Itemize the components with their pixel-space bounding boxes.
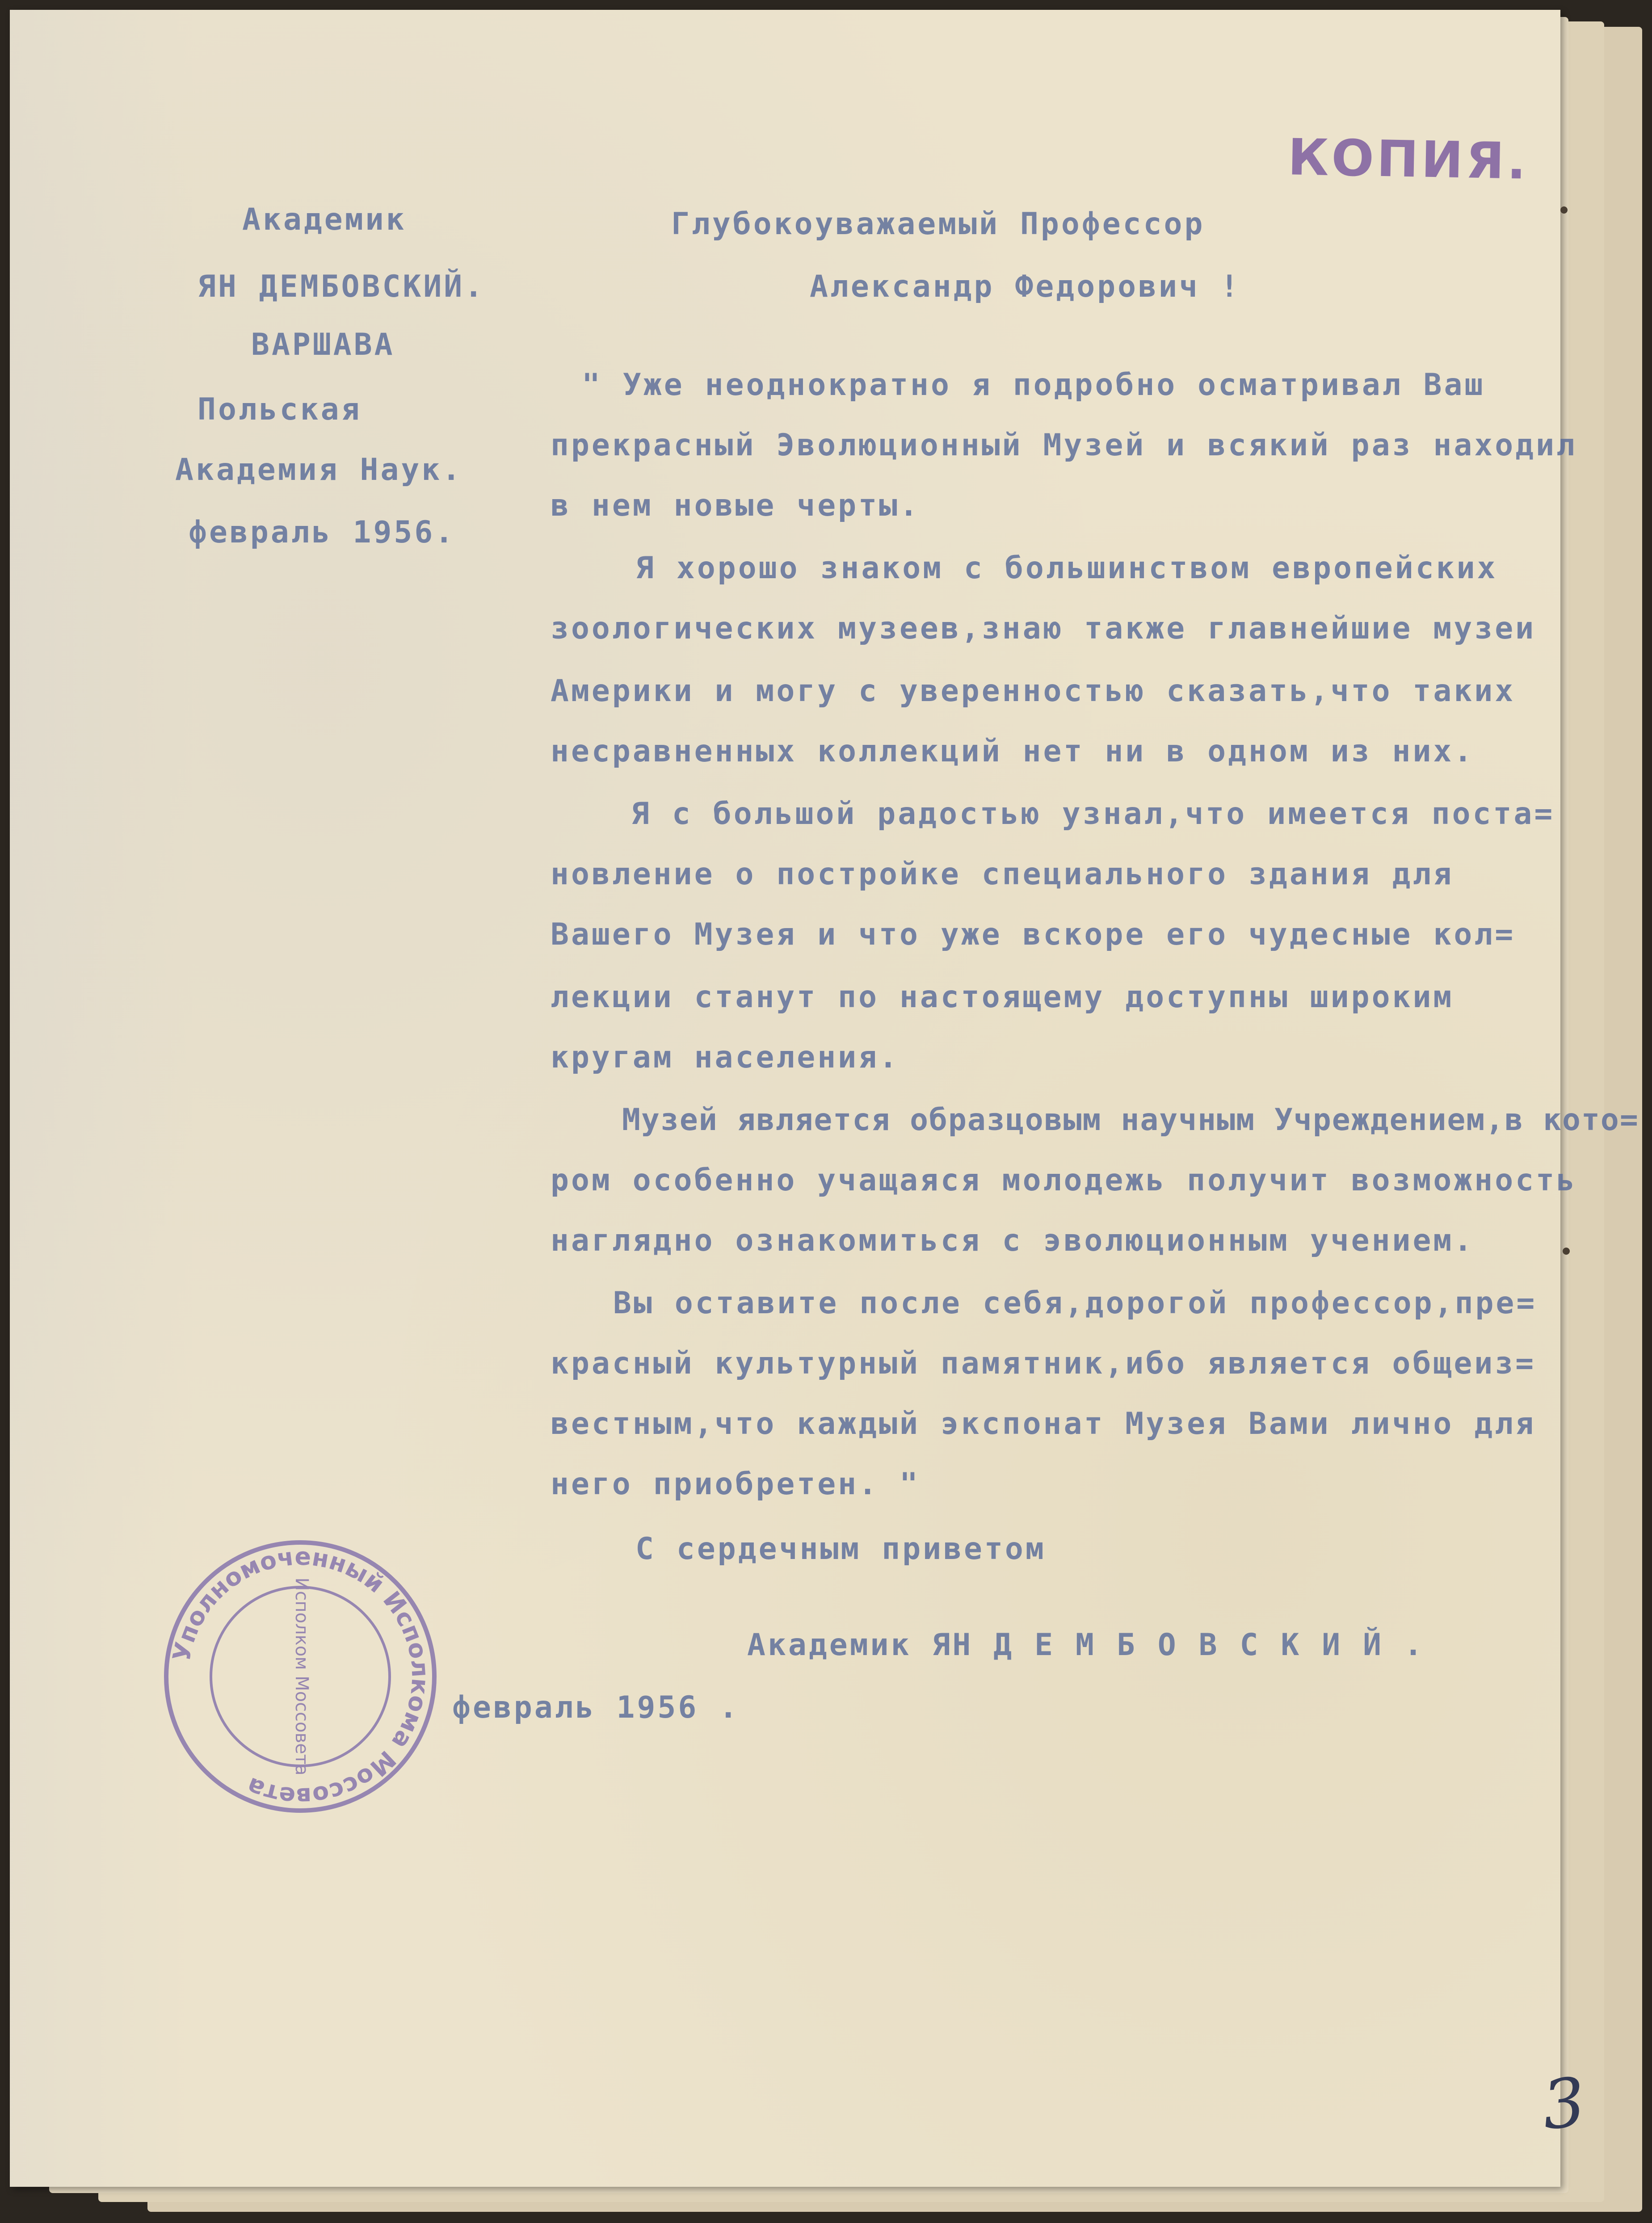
signature-line: Академик ЯН Д Е М Б О В С К И Й . [747, 1627, 1425, 1663]
sender-line: февраль 1956. [189, 515, 456, 550]
body-line: наглядно ознакомиться с эволюционным учением. [551, 1223, 1475, 1258]
body-line: новление о постройке специального здания для [551, 857, 1454, 892]
sender-line: ВАРШАВА [251, 327, 395, 362]
body-line: в нем новые черты. [551, 488, 920, 523]
body-line: кругам населения. [551, 1040, 900, 1075]
body-line: несравненных коллекций нет ни в одном из них. [551, 734, 1475, 769]
sender-line: ЯН ДЕМБОВСКИЙ. [198, 269, 485, 304]
body-line: Вашего Музея и что уже вскоре его чудесные кол= [551, 917, 1516, 952]
body-line: красный культурный памятник,ибо является общеиз= [551, 1346, 1536, 1381]
seal-outer-text: Уполномоченный Исполкома Моссовета [167, 1542, 435, 1811]
body-line: лекции станут по настоящему доступны широким [551, 979, 1454, 1015]
round-seal-stamp [157, 1534, 443, 1820]
body-line: прекрасный Эволюционный Музей и всякий раз находил [551, 428, 1577, 463]
body-line: Я с большой радостью узнал,что имеется поста= [631, 796, 1555, 832]
punch-hole [1563, 1248, 1570, 1255]
body-line: него приобретен. " [551, 1467, 920, 1502]
body-line: Музей является образцовым научным Учреждением,в кото= [622, 1102, 1639, 1138]
document-page [10, 10, 1639, 2187]
body-line: " Уже неоднократно я подробно осматривал Ваш [582, 367, 1485, 403]
folio-number: 3 [1539, 2063, 1589, 2145]
copy-stamp: КОПИЯ. [1287, 128, 1530, 191]
body-line: зоологических музеев,знаю также главнейшие музеи [551, 611, 1536, 646]
sender-line: Академик [242, 202, 407, 237]
seal-inner-text: Исполком Моссовета [291, 1577, 312, 1776]
sender-line: Академия Наук. [175, 452, 463, 487]
date-line: февраль 1956 . [452, 1690, 740, 1725]
body-line: вестным,что каждый экспонат Музея Вами лично для [551, 1406, 1536, 1441]
body-line: Я хорошо знаком с большинством европейских [635, 550, 1498, 586]
salutation-line: Александр Федорович ! [810, 269, 1241, 304]
sender-line: Польская [198, 392, 362, 427]
body-line: Вы оставите после себя,дорогой профессор,пре= [613, 1286, 1537, 1321]
body-line: ром особенно учащаяся молодежь получит возможность [551, 1163, 1577, 1198]
closing-line: С сердечным приветом [635, 1531, 1046, 1567]
punch-hole [1560, 206, 1568, 214]
salutation-line: Глубокоуважаемый Профессор [671, 206, 1205, 242]
body-line: Америки и могу с уверенностью сказать,что таких [551, 673, 1516, 709]
